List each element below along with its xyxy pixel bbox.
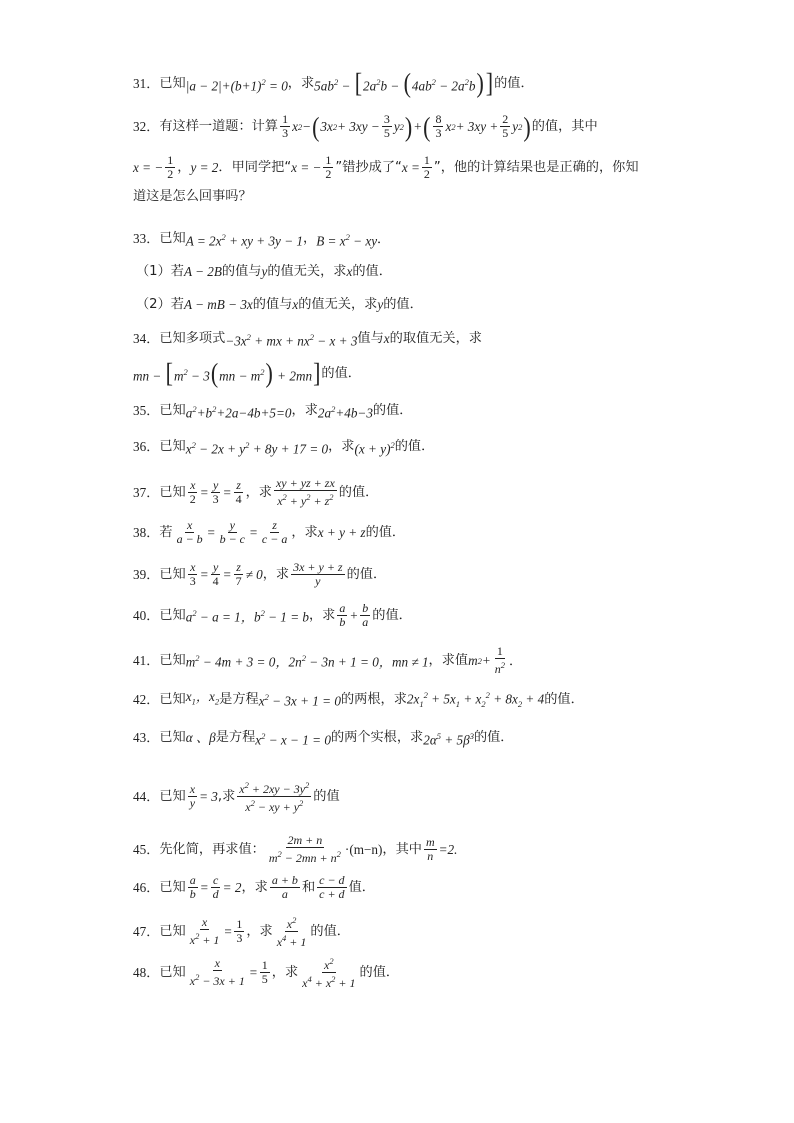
problem-number: 32． (133, 118, 160, 134)
problem-48: 48． 已知 $\frac{x}{x^2 - 3x + 1}$ = $\frac{1}{5}$ ，求 $\frac{x^2}{x^4 + x^2 + 1}$ 的值． (133, 956, 400, 990)
problem-33-sub1: （1）若 A − 2B 的值与 y 的值无关，求 x 的值． (136, 264, 392, 279)
problem-34: 34． 已知多项式 $-3x^2$ + mx + $nx^2 - x + 3$ 值与 x 的取值无关，求 (133, 331, 482, 349)
problem-43: 43． 已知 α 、β 是方程 $x^2 - x - 1 = 0$ 的两个实根，求 $2\alpha^5 + 5\beta^3$ 的值． (133, 730, 514, 748)
problem-32: 32． 有这样一道题：计算 $\frac{1}{3}$ x 2 − ( 3x 2 + 3xy − $\frac{3}{5}$ y 2 ) + ( $\frac{8}{3}$ x 2 + 3xy + $\frac{2}{5}$ y 2 ) 的值，其中 (133, 110, 598, 142)
math-expression: $5ab^2 - [2a^2b - (4ab^2 - 2a^2b)]$ (314, 67, 494, 99)
problem-47: 47． 已知 $\frac{x}{x^2 + 1}$ = $\frac{1}{3}$ ，求 $\frac{x^2}{x^4 + 1}$ 的值． (133, 915, 350, 949)
problem-39: 39． 已知 $\frac{x}{3}$ = $\frac{y}{4}$ = $\frac{z}{7}$ ≠ 0 ，求 $\frac{3x + y + z}{y}$ 的值． (133, 560, 387, 588)
problem-number: 31． (133, 76, 160, 92)
problem-40: 40． 已知 $a^2 - a = 1$，$b^2 - 1 = b$ ，求 $\frac{a}{b}$ + $\frac{b}{a}$ 的值． (133, 601, 412, 629)
problem-number: 40． (133, 607, 160, 623)
problem-45: 45． 先化简，再求值： $\frac{2m + n}{m^2 - 2mn + n^2}$ ·(m−n) ，其中 $\frac{m}{n}$ =2. (133, 833, 458, 865)
math-expression: $\frac{1}{3}$ x 2 − ( 3x 2 + 3xy − $\frac{3}{5}$ y 2 ) + ( $\frac{8}{3}$ x 2 + 3xy + $\frac{2}{5}$ y 2 ) (282, 110, 531, 142)
problem-41: 41． 已知 $m^2 - 4m + 3 = 0$，$2n^2 - 3n + 1 = 0$，mn ≠ 1 ，求值 m 2 + $\frac{1}{n^2}$ ． (133, 644, 523, 676)
math-expression: $|a - 2|+(b+1)^2 = 0$ (185, 77, 288, 94)
problem-number: 38． (133, 524, 160, 540)
problem-number: 44． (133, 788, 160, 804)
problem-number: 43． (133, 730, 160, 746)
problem-number: 47． (133, 923, 160, 939)
problem-34-line2: mn − $[m^2 - 3(mn - m^2) + 2mn]$ 的值． (133, 357, 361, 389)
problem-46: 46． 已知 $\frac{a}{b}$ = $\frac{c}{d}$ = 2 ，求 $\frac{a + b}{a}$ 和 $\frac{c - d}{c + d}$ 值． (133, 873, 375, 901)
problem-31: 31． 已知 $|a - 2|+(b+1)^2 = 0$ ，求 $5ab^2 - [2a^2b - (4ab^2 - 2a^2b)]$ 的值． (133, 67, 534, 99)
problem-35: 35． 已知 $a^2+b^2+2a-4b+5=0$ ，求 $2a^2+4b-3$ 的值． (133, 403, 413, 421)
problem-33-sub2: （2）若 A − mB − 3x 的值与 x 的值无关，求 y 的值． (136, 297, 423, 312)
problem-number: 34． (133, 331, 160, 347)
problem-42: 42． 已知 $x_1$，$x_2$ 是方程 $x^2 - 3x + 1 = 0$ 的两根，求 $2x_1^2 + 5x_1 + x_2^2 + 8x_2 + 4$ 的值． (133, 689, 584, 710)
problem-number: 39． (133, 566, 160, 582)
problem-44: 44． 已知 $\frac{x}{y}$ = 3 ,求 $\frac{x^2 + 2xy - 3y^2}{x^2 - xy + y^2}$ 的值 (133, 780, 340, 814)
problem-32-line2: x = − $\frac{1}{2}$ ， y = 2 ．甲同学把“ x = − $\frac{1}{2}$ ”错抄成了“ x = $\frac{1}{2}$ ”，他的计算结果也是正确的，你知 (133, 153, 639, 181)
problem-number: 33． (133, 231, 160, 247)
problem-number: 36． (133, 439, 160, 455)
problem-number: 45． (133, 841, 160, 857)
problem-number: 46． (133, 879, 160, 895)
problem-33: 33． 已知 $A = 2x^2$ + xy + 3y − 1 ， $B = x^2$ − xy ． (133, 231, 391, 249)
problem-36: 36． 已知 $x^2 - 2x + y^2 + 8y + 17 = 0$ ，求 $(x + y)^2$ 的值． (133, 439, 435, 457)
problem-number: 37． (133, 484, 160, 500)
problem-32-line3: 道这是怎么回事吗？ (133, 189, 252, 204)
problem-number: 48． (133, 964, 160, 980)
problem-37: 37． 已知 $\frac{x}{2}$ = $\frac{y}{3}$ = $\frac{z}{4}$ ，求 $\frac{xy + yz + zx}{x^2 + y^2 + z^2}$ 的值． (133, 476, 379, 508)
problem-38: 38． 若 $\frac{x}{a - b}$ = $\frac{y}{b - c}$ = $\frac{z}{c - a}$ ，求 x + y + z 的值． (133, 518, 406, 546)
problem-number: 42． (133, 691, 160, 707)
problem-number: 41． (133, 652, 160, 668)
problem-number: 35． (133, 403, 160, 419)
